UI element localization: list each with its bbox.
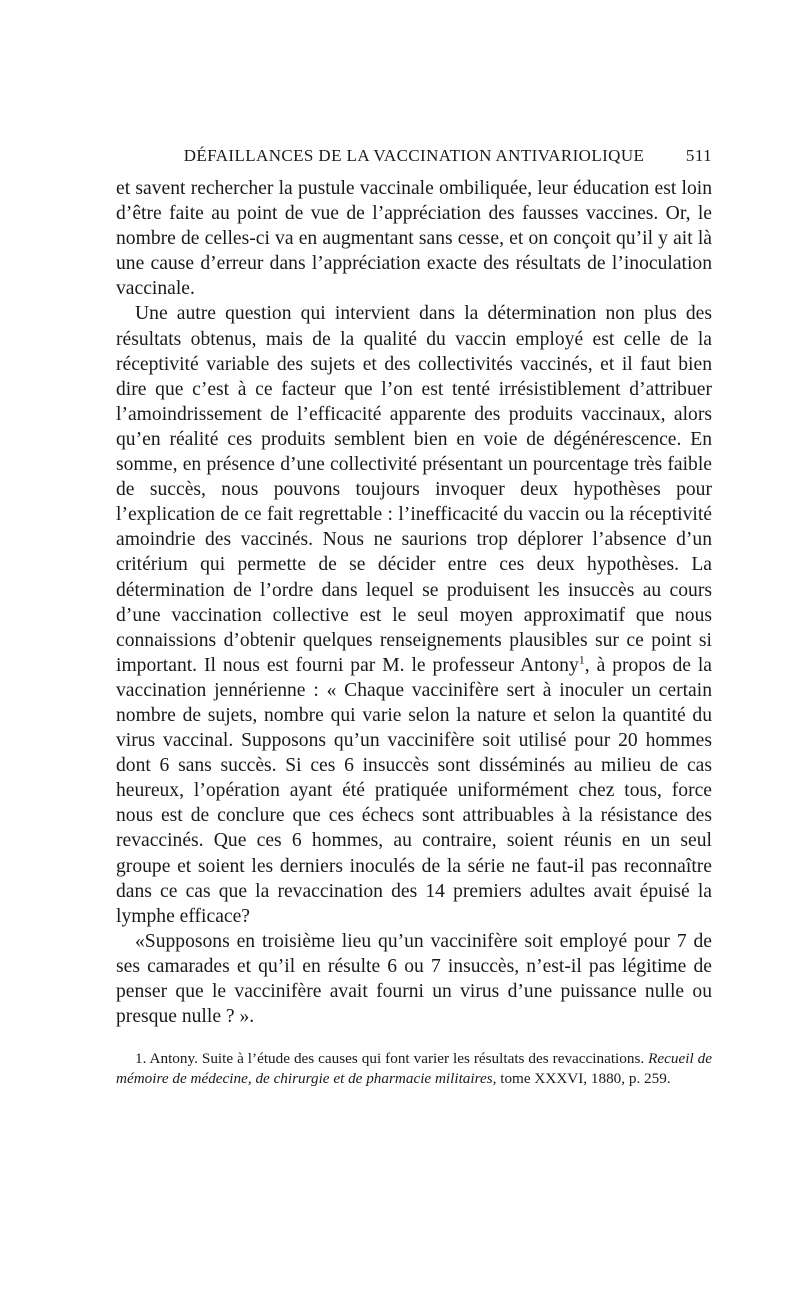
paragraph-2-part-1: Une autre question qui intervient dans la détermination non plus des résultats obtenus, mais de la qualité du vaccin employé est celle de la réceptivité variable des sujets et des collectivités vaccinés, et il faut bien dire que c’est à ce facteur que l’on est tenté irrésistiblement d’attribuer l’amoindrissement de l’efficacité apparente des produits vaccinaux, alors qu’en réalité ces produits semblent bien en voie de dégénérescence. En somme, en présence d’une collectivité présentant un pourcentage très faible de succès, nous pouvons toujours invoquer deux hypothèses pour l’explication de ce fait regrettable : l’inefficacité du vaccin ou la réceptivité amoindrie des vaccinés. Nous ne saurions trop déplorer l’absence d’un critérium qui permette de se décider entre ces deux hypothèses. La détermination de l’ordre dans lequel se produisent les insuccès au cours d’une vaccination collective est le seul moyen approximatif que nous connaissions d’obtenir quelques renseignements plausibles sur ce point si important. Il nous est fourni par M. le professeur Antony	[116, 303, 712, 676]
body-text	[116, 176, 712, 1029]
paragraph-3: «Supposons en troisième lieu qu’un vaccinifère soit employé pour 7 de ses camarades et qu’il en résulte 6 ou 7 insuccès, n’est-il pas légitime de penser que le vaccinifère avait fourni un virus d’une puissance nulle ou presque nulle ? ».	[116, 930, 712, 1028]
footnote-reference[interactable]: 1	[578, 652, 585, 667]
footnote-text: Antony. Suite à l’étude des causes qui font varier les résultats des revaccinations.	[146, 1050, 649, 1068]
paragraph-1: et savent rechercher la pustule vaccinale ombiliquée, leur éducation est loin d’être faite au point de vue de l’appréciation des fausses vaccines. Or, le nombre de celles-ci va en augmentant sans cesse, et on conçoit qu’il y ait là une cause d’erreur dans l’appréciation exacte des résultats de l’inoculation vaccinale.	[116, 178, 712, 300]
footnote-citation-tail: tome XXXVI, 1880, p. 259.	[496, 1069, 671, 1087]
footnote-number: 1.	[135, 1050, 147, 1068]
running-head	[116, 146, 712, 174]
book-page	[116, 146, 712, 1088]
footnote	[116, 1049, 712, 1088]
paragraph-2	[116, 301, 712, 928]
footnote-journal-title: Recueil de mémoire de médecine, de chirurgie et de pharmacie militaires,	[116, 1050, 713, 1087]
paragraph-2-part-2: , à propos de la vaccination jennérienne : « Chaque vaccinifère sert à inoculer un certain nombre de sujets, nombre qui varie selon la nature et selon la quantité du virus vaccinal. Supposons qu’un vaccinifère soit utilisé pour 20 hommes dont 6 sans succès. Si ces 6 insuccès sont disséminés au milieu de cas heureux, l’opération ayant été pratiquée uniformément chez tous, force nous est de conclure que ces échecs sont attribuables à la résistance des revaccinés. Que ces 6 hommes, au contraire, soient réunis en un seul groupe et soient les derniers inoculés de la série ne faut-il pas reconnaître dans ce cas que la revaccination des 14 premiers adultes avait épuisé la lymphe efficace?	[116, 654, 712, 927]
running-head-title: DÉFAILLANCES DE LA VACCINATION ANTIVARIOLIQUE	[183, 146, 645, 165]
page-number: 511	[685, 146, 712, 165]
